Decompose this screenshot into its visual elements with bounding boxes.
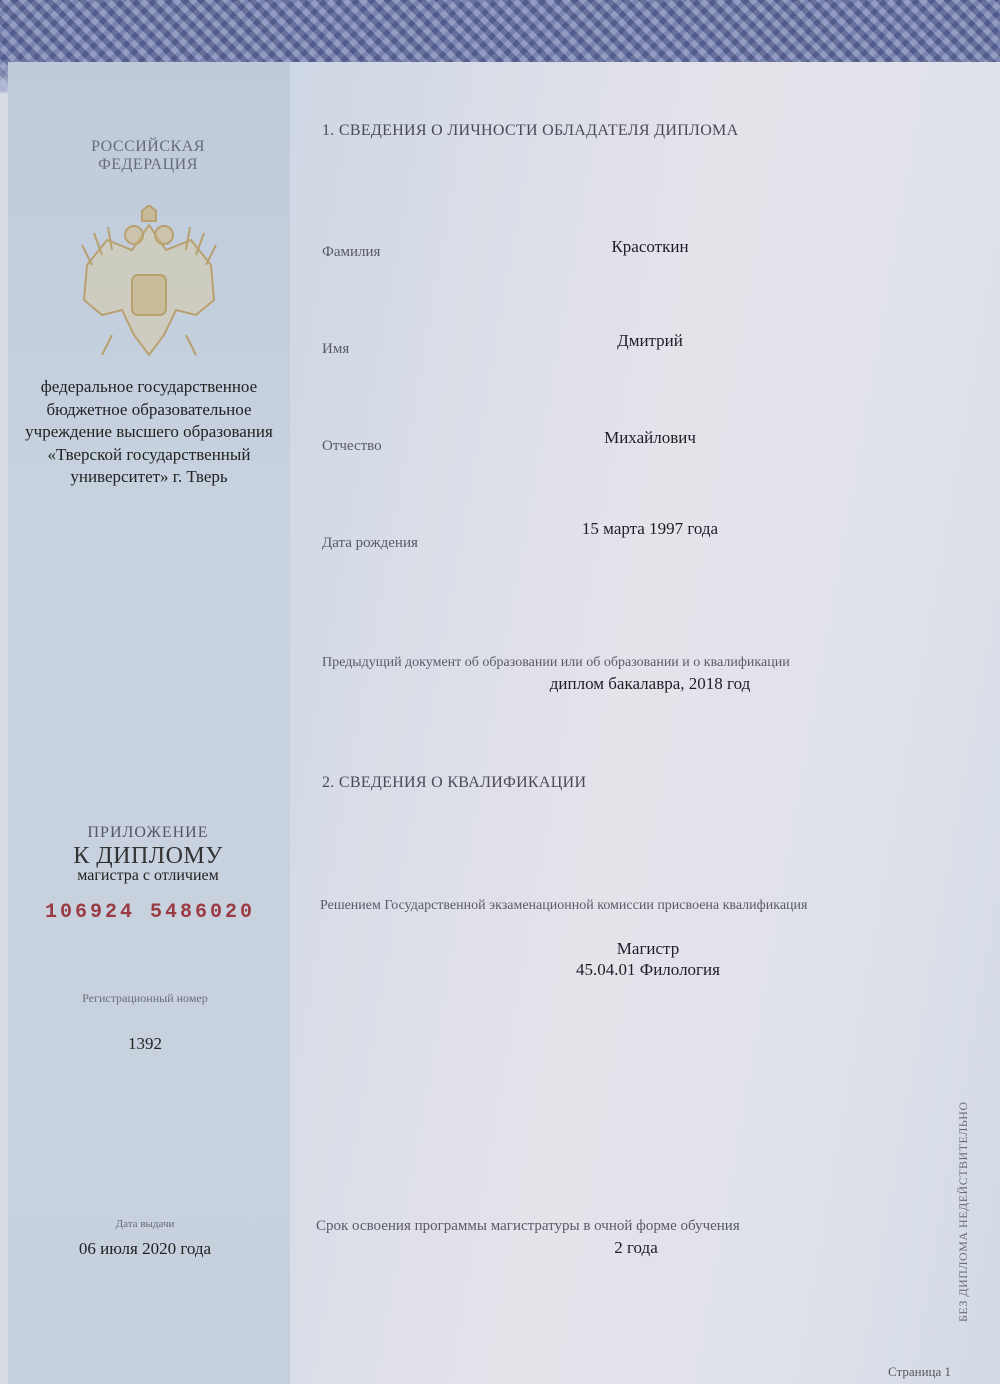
birth-date-label: Дата рождения: [322, 535, 418, 551]
issue-date-label: Дата выдачи: [115, 1218, 175, 1230]
surname-value: Красоткин: [611, 237, 689, 256]
attachment-title-3: магистра с отличием: [77, 867, 219, 884]
serial-number: 106924 5486020: [44, 901, 256, 924]
section-2-title: 2. СВЕДЕНИЯ О КВАЛИФИКАЦИИ: [322, 774, 587, 791]
organization-name: федеральное государственное бюджетное образовательное учреждение высшего образования «Тверской государственный университет» г. Тверь: [25, 377, 273, 486]
specialty-value: 45.04.01 Филология: [576, 960, 720, 979]
name-value: Дмитрий: [617, 331, 683, 350]
validity-side-note: БЕЗ ДИПЛОМА НЕДЕЙСТВИТЕЛЬНО: [956, 1101, 970, 1322]
issue-date: 06 июля 2020 года: [78, 1239, 212, 1258]
registration-number: 1392: [128, 1034, 162, 1053]
name-label: Имя: [322, 341, 350, 357]
page-number: Страница 1: [888, 1364, 952, 1379]
previous-document-label: Предыдущий документ об образовании или об образовании и о квалификации: [322, 655, 790, 670]
country-header: РОССИЙСКАЯ ФЕДЕРАЦИЯ: [91, 138, 205, 173]
previous-document-value: диплом бакалавра, 2018 год: [549, 674, 751, 693]
patronymic-label: Отчество: [322, 438, 382, 454]
coat-of-arms-icon: [72, 205, 226, 365]
section-1-title: 1. СВЕДЕНИЯ О ЛИЧНОСТИ ОБЛАДАТЕЛЯ ДИПЛОМА: [322, 122, 739, 139]
qualification-decision-label: Решением Государственной экзаменационной комиссии присвоена квалификация: [320, 898, 808, 913]
attachment-title-2: К ДИПЛОМУ: [73, 843, 223, 869]
patronymic-value: Михайлович: [604, 428, 696, 447]
qualification-value: Магистр: [616, 939, 680, 958]
duration-label: Срок освоения программы магистратуры в очной форме обучения: [316, 1218, 740, 1234]
birth-date-value: 15 марта 1997 года: [581, 519, 719, 538]
attachment-title-1: ПРИЛОЖЕНИЕ: [87, 824, 209, 841]
surname-label: Фамилия: [322, 244, 381, 260]
registration-label: Регистрационный номер: [82, 991, 208, 1005]
duration-value: 2 года: [614, 1238, 658, 1257]
